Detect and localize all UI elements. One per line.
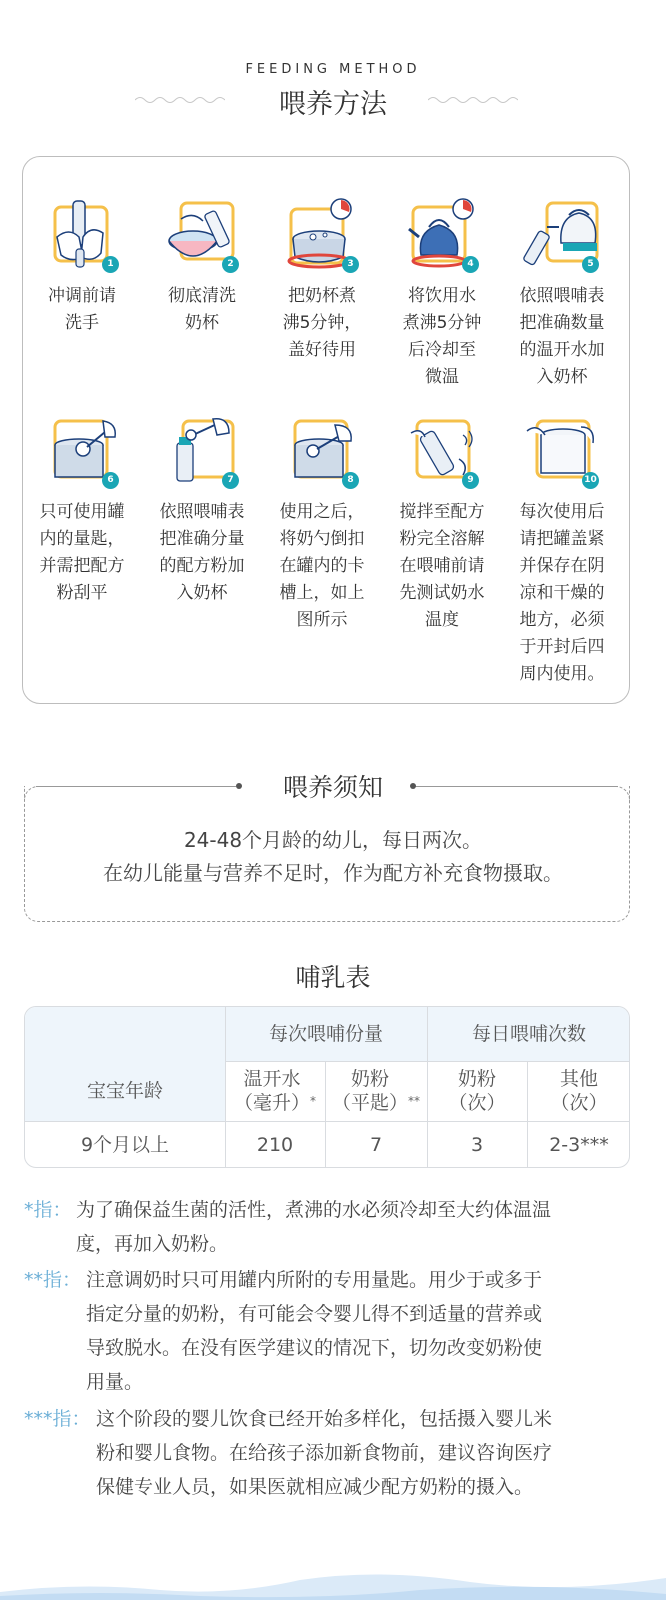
decorative-wave-right xyxy=(428,94,518,106)
step-number-badge: 9 xyxy=(462,472,479,489)
notice-line-1: 24-48个月龄的幼儿，每日两次。 xyxy=(183,828,483,852)
header-age: 宝宝年龄 xyxy=(86,1080,163,1102)
step-text: 只可使用罐 内的量匙， 并需把配方 粉刮平 xyxy=(39,502,125,603)
header-group-frequency: 每日喂哺次数 xyxy=(471,1023,586,1045)
row-other: 2-3*** xyxy=(549,1134,609,1156)
step-text: 彻底清洗 奶杯 xyxy=(168,286,236,333)
scoop-icon xyxy=(43,413,121,491)
section-subtitle-en: FEEDING METHOD xyxy=(245,62,421,77)
row-age: 9个月以上 xyxy=(80,1134,170,1156)
step-6 xyxy=(23,413,141,607)
header-powder: 奶粉 （平匙） ** xyxy=(331,1068,420,1114)
step-text: 冲调前请 洗手 xyxy=(48,286,116,333)
row-times: 3 xyxy=(470,1134,484,1156)
notice-line-2: 在幼儿能量与营养不足时，作为配方补充食物摄取。 xyxy=(103,861,563,885)
step-number-badge: 1 xyxy=(102,256,119,273)
boil-kettle-icon xyxy=(403,197,481,275)
notice-title: 喂养须知 xyxy=(282,773,383,802)
header-group-amount: 每次喂哺份量 xyxy=(268,1023,383,1045)
step-3 xyxy=(263,197,381,364)
wash-hands-icon xyxy=(43,197,121,275)
table-title: 哺乳表 xyxy=(295,963,371,992)
step-8 xyxy=(263,413,381,634)
footnote-label: **指： xyxy=(24,1269,82,1291)
decorative-bottom-wave xyxy=(0,1560,666,1600)
step-text: 每次使用后 请把罐盖紧 并保存在阴 凉和干燥的 地方，必须 于开封后四 周内使用。 xyxy=(519,502,605,684)
step-number-badge: 3 xyxy=(342,256,359,273)
step-number-badge: 10 xyxy=(582,472,599,489)
close-lid-icon xyxy=(523,413,601,491)
row-powder: 7 xyxy=(369,1134,383,1156)
step-text: 使用之后， 将奶勺倒扣 在罐内的卡 槽上，如上 图所示 xyxy=(279,502,365,630)
step-text: 把奶杯煮 沸5分钟， 盖好待用 xyxy=(282,286,362,360)
step-10 xyxy=(503,413,621,688)
step-text: 将饮用水 煮沸5分钟 后冷却至 微温 xyxy=(402,286,482,387)
step-1 xyxy=(23,197,141,337)
header-other-times: 其他 （次） xyxy=(550,1068,608,1114)
notice-body xyxy=(0,824,666,890)
step-number-badge: 7 xyxy=(222,472,239,489)
row-water: 210 xyxy=(256,1134,294,1156)
step-text: 搅拌至配方 粉完全溶解 在喂哺前请 先测试奶水 温度 xyxy=(399,502,485,630)
add-powder-icon xyxy=(163,413,241,491)
spoon-holder-icon xyxy=(283,413,361,491)
step-text: 依照喂哺表 把准确分量 的配方粉加 入奶杯 xyxy=(159,502,245,603)
step-number-badge: 6 xyxy=(102,472,119,489)
step-number-badge: 4 xyxy=(462,256,479,273)
step-number-badge: 2 xyxy=(222,256,239,273)
step-7 xyxy=(143,413,261,607)
footnote-label: *指： xyxy=(24,1199,72,1221)
step-9 xyxy=(383,413,501,634)
pour-water-icon xyxy=(523,197,601,275)
step-number-badge: 8 xyxy=(342,472,359,489)
footnote-3: ***指： 这个阶段的婴儿饮食已经开始多样化，包括摄入婴儿米 粉和婴儿食物。在给孩子添加新食物前，建议咨询医疗 保健专业人员，如果医就相应减少配方奶粉的摄入。 xyxy=(24,1402,624,1504)
section-title-wrap xyxy=(0,82,666,122)
shake-bottle-icon xyxy=(403,413,481,491)
feeding-table xyxy=(24,1006,630,1168)
footnote-label: ***指： xyxy=(24,1408,91,1430)
step-number-badge: 5 xyxy=(582,256,599,273)
clean-cup-icon xyxy=(163,197,241,275)
header-water: 温开水 （毫升） * xyxy=(233,1068,316,1114)
section-title: 喂养方法 xyxy=(279,89,387,120)
header-powder-times: 奶粉 （次） xyxy=(448,1068,506,1114)
step-text: 依照喂哺表 把准确数量 的温开水加 入奶杯 xyxy=(519,286,605,387)
feeding-method-panel xyxy=(22,156,630,704)
step-5 xyxy=(503,197,621,391)
step-4 xyxy=(383,197,501,391)
boil-cup-icon xyxy=(283,197,361,275)
footnote-2: **指： 注意调奶时只可用罐内所附的专用量匙。用少于或多于 指定分量的奶粉，有可能会令婴儿得不到适量的营养或 导致脱水。在没有医学建议的情况下，切勿改变奶粉使 用量。 xyxy=(24,1263,624,1399)
footnote-1: *指： 为了确保益生菌的活性，煮沸的水必须冷却至大约体温温 度，再加入奶粉。 xyxy=(24,1193,624,1261)
step-2 xyxy=(143,197,261,337)
